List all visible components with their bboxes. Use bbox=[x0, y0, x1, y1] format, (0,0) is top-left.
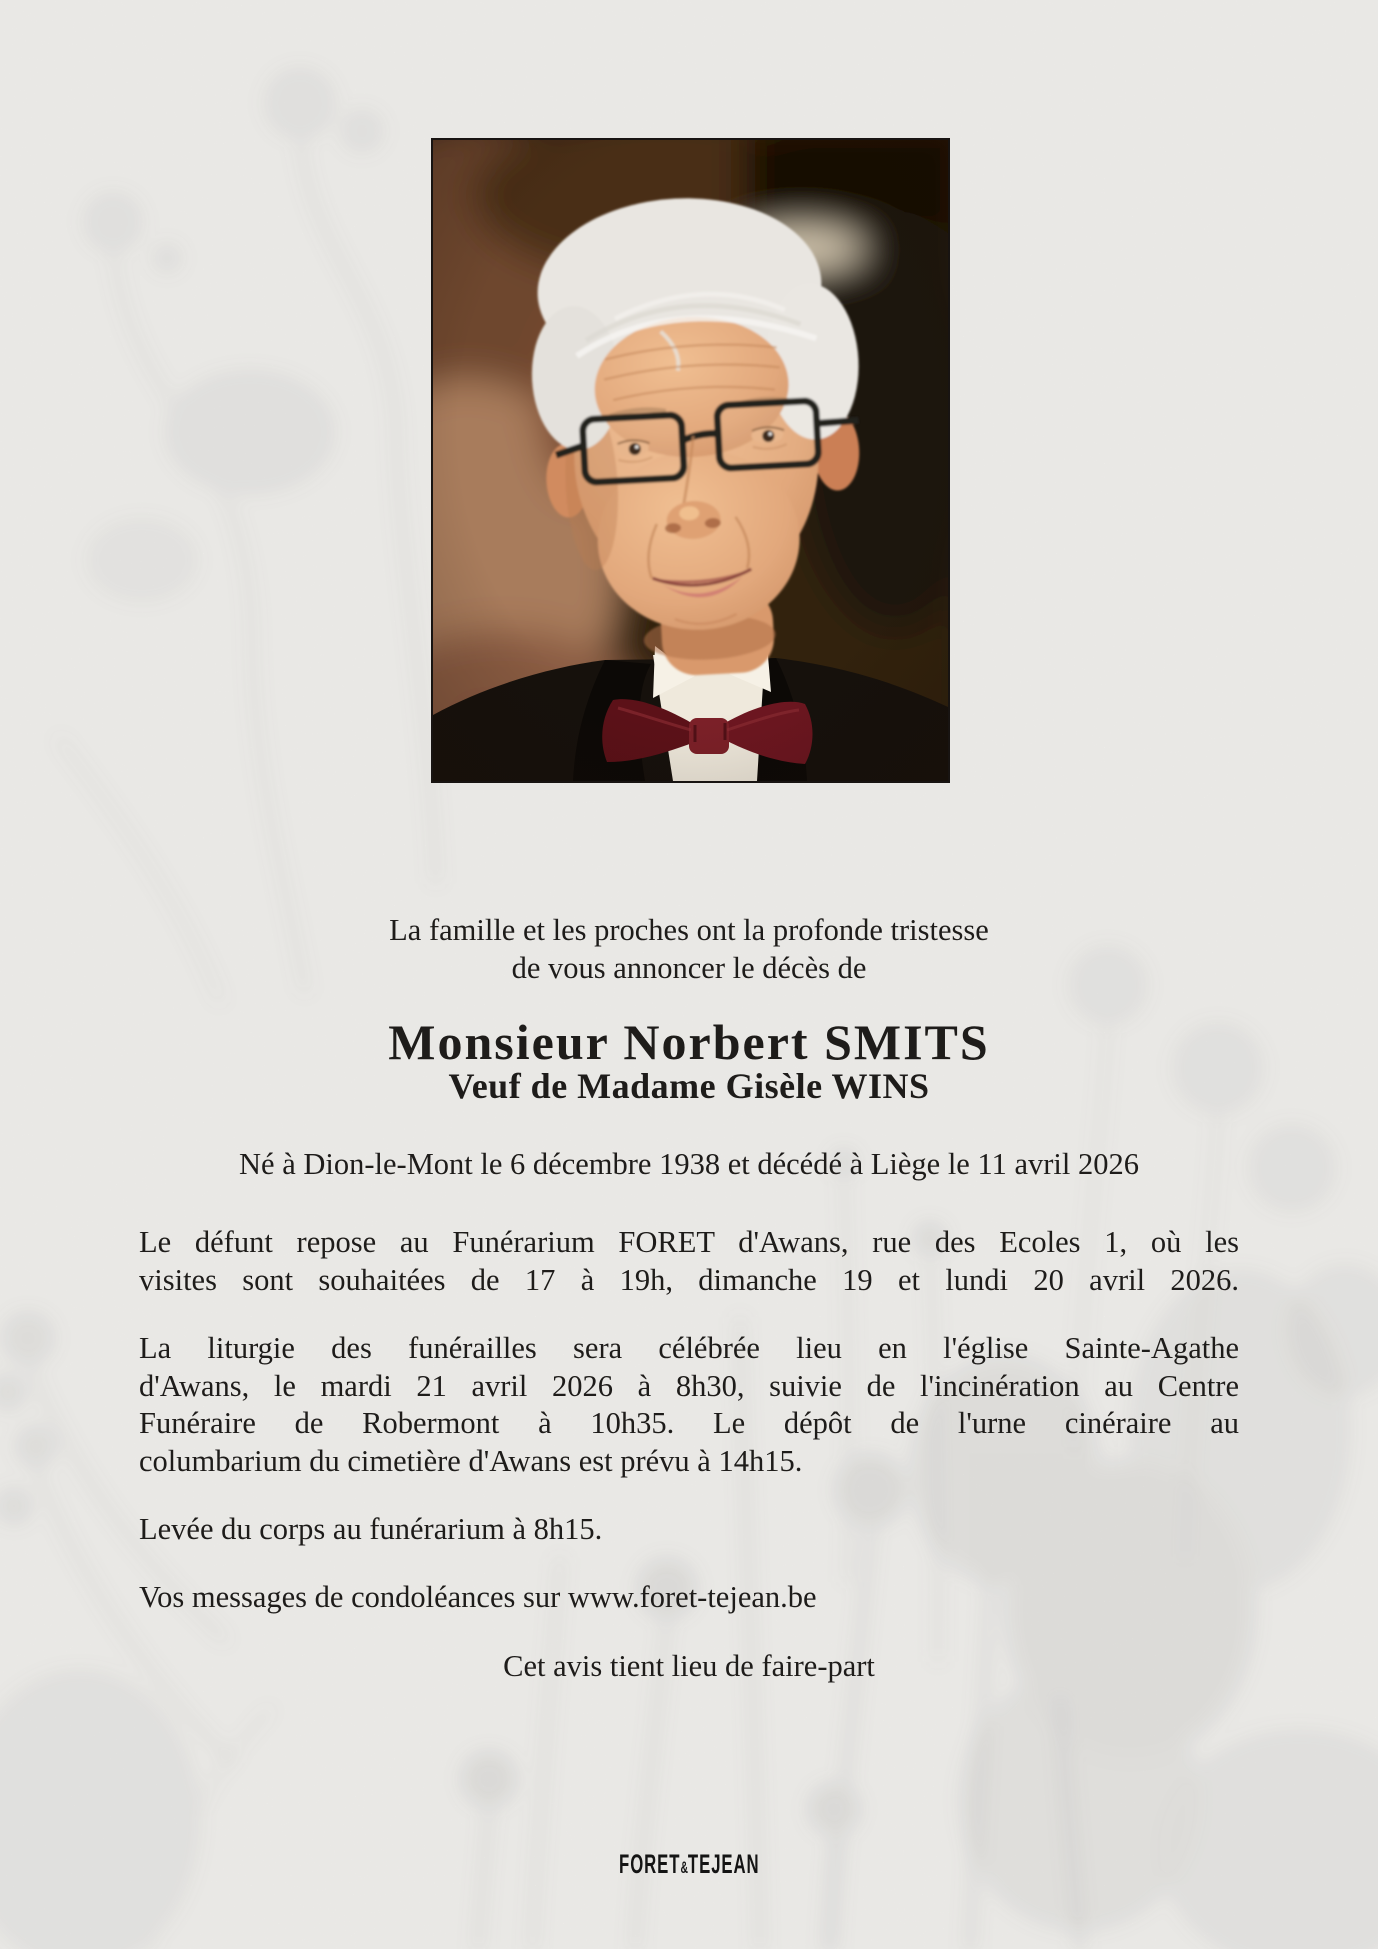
footer-logo bbox=[0, 1851, 1378, 1881]
ceremony-line: La liturgie des funérailles sera célébrée lieu en l'église Sainte-Agathe bbox=[139, 1331, 1239, 1365]
photo-vignette bbox=[433, 140, 948, 781]
repose-paragraph bbox=[139, 1224, 1239, 1299]
logo-foret: FORET bbox=[618, 1849, 681, 1879]
condolences-line: Vos messages de condoléances sur www.foret-tejean.be bbox=[139, 1580, 817, 1614]
widower-line: Veuf de Madame Gisèle WINS bbox=[448, 1066, 930, 1106]
repose-line: Le défunt repose au Funérarium FORET d'Awans, rue des Ecoles 1, où les bbox=[139, 1225, 1239, 1259]
footer-logo-text bbox=[619, 1851, 760, 1881]
ceremony-paragraph bbox=[139, 1330, 1239, 1480]
photo-frame bbox=[431, 138, 950, 783]
ceremony-line: d'Awans, le mardi 21 avril 2026 à 8h30, suivie de l'incinération au Centre bbox=[139, 1368, 1239, 1403]
repose-line: visites sont souhaitées de 17 à 19h, dimanche 19 et lundi 20 avril 2026. bbox=[139, 1262, 1239, 1297]
portrait-photo bbox=[433, 140, 948, 781]
intro-line-1: La famille et les proches ont la profonde tristesse bbox=[389, 913, 989, 947]
levee-line: Levée du corps au funérarium à 8h15. bbox=[139, 1512, 603, 1546]
faire-part-line: Cet avis tient lieu de faire-part bbox=[503, 1649, 875, 1683]
ceremony-line: Funéraire de Robermont à 10h35. Le dépôt de l'urne cinéraire au bbox=[139, 1406, 1239, 1440]
logo-ampersand-icon: & bbox=[680, 1858, 688, 1877]
ceremony-line: columbarium du cimetière d'Awans est prévu à 14h15. bbox=[139, 1443, 803, 1478]
intro-line-2: de vous annoncer le décès de bbox=[511, 950, 867, 985]
deceased-name: Monsieur Norbert SMITS bbox=[388, 1014, 990, 1070]
intro-paragraph bbox=[139, 912, 1239, 987]
floral-cluster-bottom-left bbox=[0, 1670, 270, 1949]
floral-cluster-top-left bbox=[60, 67, 436, 1000]
birth-death-line: Né à Dion-le-Mont le 6 décembre 1938 et décédé à Liège le 11 avril 2026 bbox=[239, 1147, 1139, 1181]
logo-tejean: TEJEAN bbox=[687, 1849, 760, 1879]
